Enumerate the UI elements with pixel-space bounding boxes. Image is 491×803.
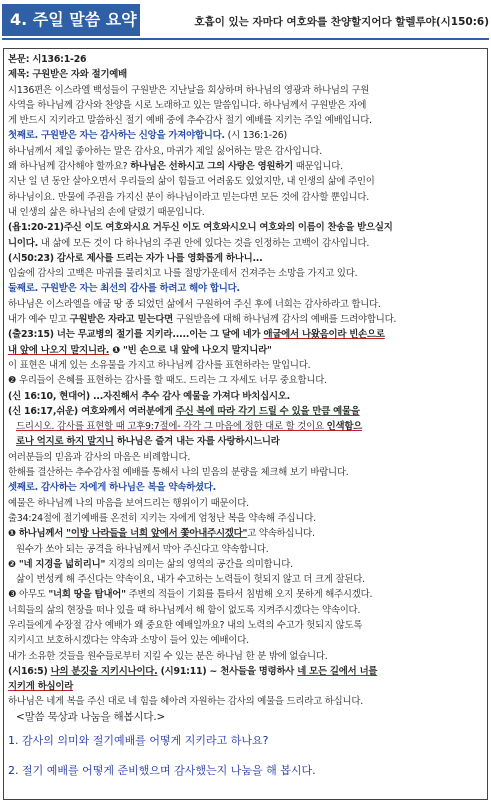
section-title: 4. 주일 말씀 요약 — [2, 4, 140, 36]
underlined-span: 인색함으 — [326, 421, 363, 433]
text-span: (시91:11) ~ — [157, 665, 221, 677]
text-line: 예물은 하나님께 나의 마음을 보여드리는 행위이기 때문이다. — [8, 497, 249, 509]
text-line — [8, 557, 483, 572]
point-heading-3: 셋째로. 감사하는 자에게 하나님은 복을 약속하셨다. — [8, 482, 217, 494]
text-span: 주변의 적들이 기회를 틈타서 침범해 오지 못하게 해주시겠다. — [125, 589, 373, 601]
text-line — [8, 526, 483, 541]
text-line: 여러분들의 믿음과 감사의 마음은 비례합니다. — [8, 451, 191, 463]
bold-span: 니이다. — [8, 237, 38, 249]
text-span: 천사들을 명령하사 — [220, 665, 298, 677]
underlined-span: 로나 억지로 하지 말지니 — [16, 436, 114, 448]
text-line: 원수가 쏘아 되는 공격을 하나님께서 막아 주신다고 약속합니다. — [16, 543, 269, 555]
underlined-span: 드리시오. 감사를 표현할 때 고후9:7절에- 각각 그 마음에 정한 대로 할 것이요 — [16, 421, 327, 433]
discussion-question-2: 2. 절기 예배를 어떻게 준비했으며 감사했는지 나눔을 해 봅시다. — [8, 764, 316, 778]
text-span: ❶ — [109, 344, 123, 356]
underlined-span: 지키게 하심이라 — [8, 681, 74, 693]
text-line: 지키시고 보호하시겠다는 약속과 소망이 들어 있는 예배이다. — [8, 635, 249, 647]
text-line: ❷ 우리들이 은혜를 표현하는 감사를 할 때도. 드리는 그 자세도 너무 중요합니다. — [8, 375, 327, 387]
sermon-summary-box — [3, 48, 488, 800]
text-line: 시136편은 이스라엘 백성들이 구원받은 지난날을 회상하며 하나님의 영광과 하나님의 구원 — [8, 84, 370, 96]
text-span: (신 16:17,쉬운) 여호와께서 여러분에게 — [8, 405, 176, 417]
quote-line: (욥1:20-21)주신 이도 여호와시요 거두신 이도 여호와시오니 여호와의 이름이 찬송을 받으실지 — [8, 222, 393, 234]
quote-line — [8, 404, 483, 419]
quote-line — [8, 664, 483, 679]
underlined-span: "이방 나라들을 너희 앞에서 쫓아내주시겠다" — [66, 528, 248, 540]
quote-line: (신 16:10, 현대어) ...자진해서 추수 감사 예물을 가져다 바치십시오. — [8, 390, 291, 402]
quote-line — [8, 434, 483, 449]
text-line: 우리들에게 수장절 감사 예배가 왜 중요한 예배일까요? 내의 노력의 수고가 헛되지 않도록 — [8, 619, 363, 631]
text-line: 지난 일 년 동안 살아오면서 우리들의 삶이 힘들고 어려움도 있었지만, 내 인생의 삶에 주인이 — [8, 176, 375, 188]
text-line — [8, 587, 483, 602]
text-line: 하나님께서 제일 좋아하는 말은 감사요, 마귀가 제일 싫어하는 말은 감사입니다. — [8, 145, 322, 157]
text-line: 너희들의 삶의 현장을 떠나 있을 때 하나님께서 해 함이 없도록 지켜주시겠다는 약속이다. — [8, 604, 361, 616]
scripture-text: 본문: 시136:1-26 — [8, 54, 87, 65]
quote-line — [8, 679, 483, 694]
text-span: ❷ — [8, 558, 19, 570]
underlined-span: 내 앞에 나오지 말지니라. — [8, 344, 110, 356]
header-divider — [2, 38, 489, 40]
bold-span: "네 지경을 넓히리니" — [18, 558, 106, 570]
text-line: 게 반드시 지키라고 말씀하신 절기 예배 중에 추수감사 절기 예배를 지키는 주일 예배입니다. — [8, 115, 372, 127]
header-verse: 호흡이 있는 자마다 여호와를 찬양할지어다 할렐루야(시150:6) — [194, 16, 489, 28]
underlined-span: 애굽에서 나왔음이라 빈손으로 — [263, 329, 385, 341]
underlined-span: 네 모든 길에서 너를 — [297, 665, 378, 677]
text-line: 출34:24절에 절기예배를 온전히 지키는 자에게 엄청난 복을 약속해 주십니다. — [8, 512, 316, 524]
text-line: 하나님은 이스라엘을 애굽 땅 종 되었던 삶에서 구원하여 주신 후에 너희는 감사하라고 합니다. — [8, 298, 381, 310]
text-span: (시 136:1-26) — [224, 130, 287, 142]
text-line — [8, 236, 483, 251]
discussion-heading: <말씀 묵상과 나눔을 해봅시다.> — [16, 710, 166, 723]
bold-span: 구원받은 자라고 믿는다면 — [69, 314, 174, 326]
quote-line — [8, 343, 483, 358]
point-heading-2: 둘째로. 구원받은 자는 최선의 감사를 하려고 해야 합니다. — [8, 283, 240, 295]
point-heading-1 — [8, 128, 483, 143]
text-span: 내가 예수 믿고 — [8, 314, 70, 326]
text-span: 지경의 의미는 삶의 영역의 공간을 의미합니다. — [105, 558, 293, 570]
text-span: 고 약속하십니다. — [247, 528, 315, 540]
bold-span: "너희 땅을 탐내어" — [48, 589, 126, 601]
quote-line: (시50:23) 감사로 제사를 드리는 자가 나를 영화롭게 하나니... — [8, 252, 263, 264]
text-line: 한해를 결산하는 추수감사절 예배를 통해서 나의 믿음의 분량을 체크해 보기 바랍니다. — [8, 467, 349, 479]
text-line — [8, 419, 483, 434]
text-span: 구원받음에 대해 하나님께 감사의 예배를 드려야합니다. — [173, 314, 397, 326]
sermon-title: 제목: 구원받은 자와 절기예배 — [8, 69, 128, 81]
text-span: 내 삶에 모든 것이 다 하나님의 주권 안에 있다는 것을 인정하는 고백이 감사입니다. — [37, 237, 370, 249]
text-span: (시16:5) — [8, 665, 51, 677]
text-line — [8, 312, 483, 327]
text-line: 내가 소유한 것들을 원수들로부터 지킬 수 있는 분은 하나님 한 분 밖에 없습니다. — [8, 650, 328, 662]
text-span: 하나님은 즐겨 내는 자를 사랑하시느니라 — [113, 436, 280, 448]
quote-line — [8, 327, 483, 342]
bold-span: 하나님은 선하시고 그의 사랑은 영원하기 — [130, 161, 294, 173]
text-span: (출23:15) 너는 무교병의 절기를 지키라.....이는 그 달에 네가 — [8, 329, 264, 341]
text-line: 하나님은 네게 복을 주신 대로 네 힘을 헤아려 자원하는 감사의 예물을 드리라고 하십니다. — [8, 696, 363, 708]
discussion-question-1: 1. 감사의 의미와 절기예배를 어떻게 지키라고 하나요? — [8, 734, 269, 748]
text-line: 하나님이요. 만물에 주권을 가지신 분이 하나님이라고 믿는다면 모든 것에 감사할 뿐입니다. — [8, 191, 370, 203]
text-span: 왜 하나님께 감사해야 할까요? — [8, 161, 131, 173]
text-span: ❶ 하나님께서 — [8, 528, 67, 540]
text-line — [8, 159, 483, 174]
text-span: ❸ 아무도 — [8, 589, 49, 601]
text-line: 입술에 감사의 고백은 마귀를 물리치고 나를 절망가운데서 건져주는 소망을 가지고 있다. — [8, 268, 358, 280]
text-line: 이 표현은 내게 있는 소유물을 가지고 하나님께 감사를 표현하라는 말입니다. — [8, 359, 311, 371]
text-line: 내 인생의 삶은 하나님의 손에 달렸기 때문입니다. — [8, 206, 205, 218]
heading-text: 첫째로. 구원받은 자는 감사하는 신앙을 가져야합니다. — [8, 130, 225, 142]
text-span: 때문입니다. — [293, 161, 343, 173]
underlined-span: 주신 복에 따라 각기 드릴 수 있을 만큼 예물을 — [175, 405, 360, 417]
underlined-span: 나의 분깃을 지키시나이다. — [50, 665, 158, 677]
text-line: 삶이 번성케 해 주신다는 약속이요, 내가 수고하는 노력들이 헛되지 않고 더 크게 잘된다. — [16, 574, 365, 586]
section-header — [2, 2, 489, 40]
quote-span: "빈 손으로 내 앞에 나오지 말지니라" — [123, 344, 272, 356]
text-line: 사역을 하나님께 감사와 찬양을 시로 노래하고 있는 말씀입니다. 하나님께서 구원받은 자에 — [8, 99, 367, 111]
